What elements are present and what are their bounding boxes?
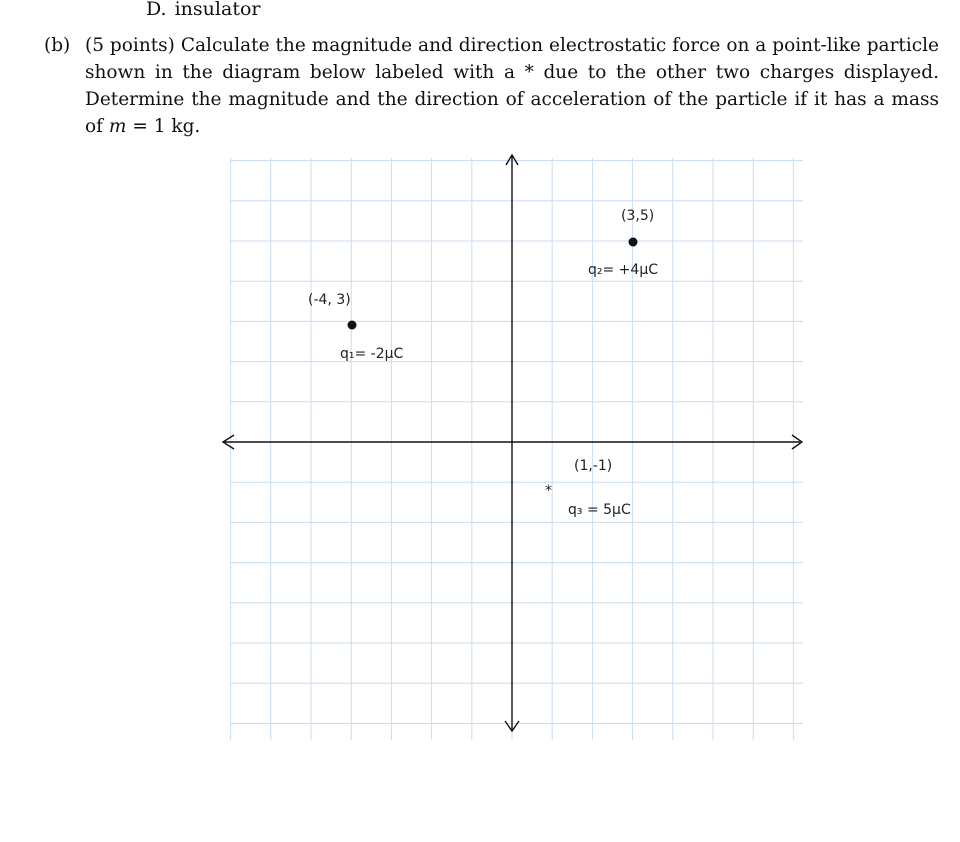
q3-star-marker: *: [545, 483, 552, 499]
q2-dot: [629, 238, 638, 247]
mass-variable: m: [108, 116, 127, 137]
question-label: (b): [44, 35, 71, 56]
q1-dot: [348, 321, 357, 330]
q1-coord-label: (-4, 3): [308, 292, 351, 308]
coordinate-diagram: [210, 150, 810, 745]
option-letter: D.: [146, 0, 167, 20]
grid: [230, 158, 803, 740]
question-points: (5 points): [85, 35, 175, 56]
question-star-symbol: *: [524, 62, 534, 83]
question-b: [44, 32, 939, 140]
charge-q3: [545, 458, 631, 518]
question-body: [85, 32, 939, 140]
mass-value: = 1 kg.: [132, 116, 201, 137]
question-text-part2: due to the other two charges displayed. Determine the magnitude and the direction of acceleration of the particle if it has a mass of: [85, 62, 939, 137]
question-text-part1: Calculate the magnitude and direction electrostatic force on a point-like particle shown in the diagram below labeled with a: [85, 35, 940, 83]
q2-charge-label: q₂= +4µC: [588, 262, 658, 278]
q2-coord-label: (3,5): [621, 208, 655, 224]
charge-q1: [308, 292, 404, 362]
option-text: insulator: [174, 0, 261, 20]
charge-q2: [588, 208, 658, 278]
q1-charge-label: q₁= -2µC: [340, 346, 404, 362]
previous-answer-option-d: [146, 0, 260, 22]
q3-charge-label: q₃ = 5µC: [568, 502, 631, 518]
q3-coord-label: (1,-1): [574, 458, 613, 474]
